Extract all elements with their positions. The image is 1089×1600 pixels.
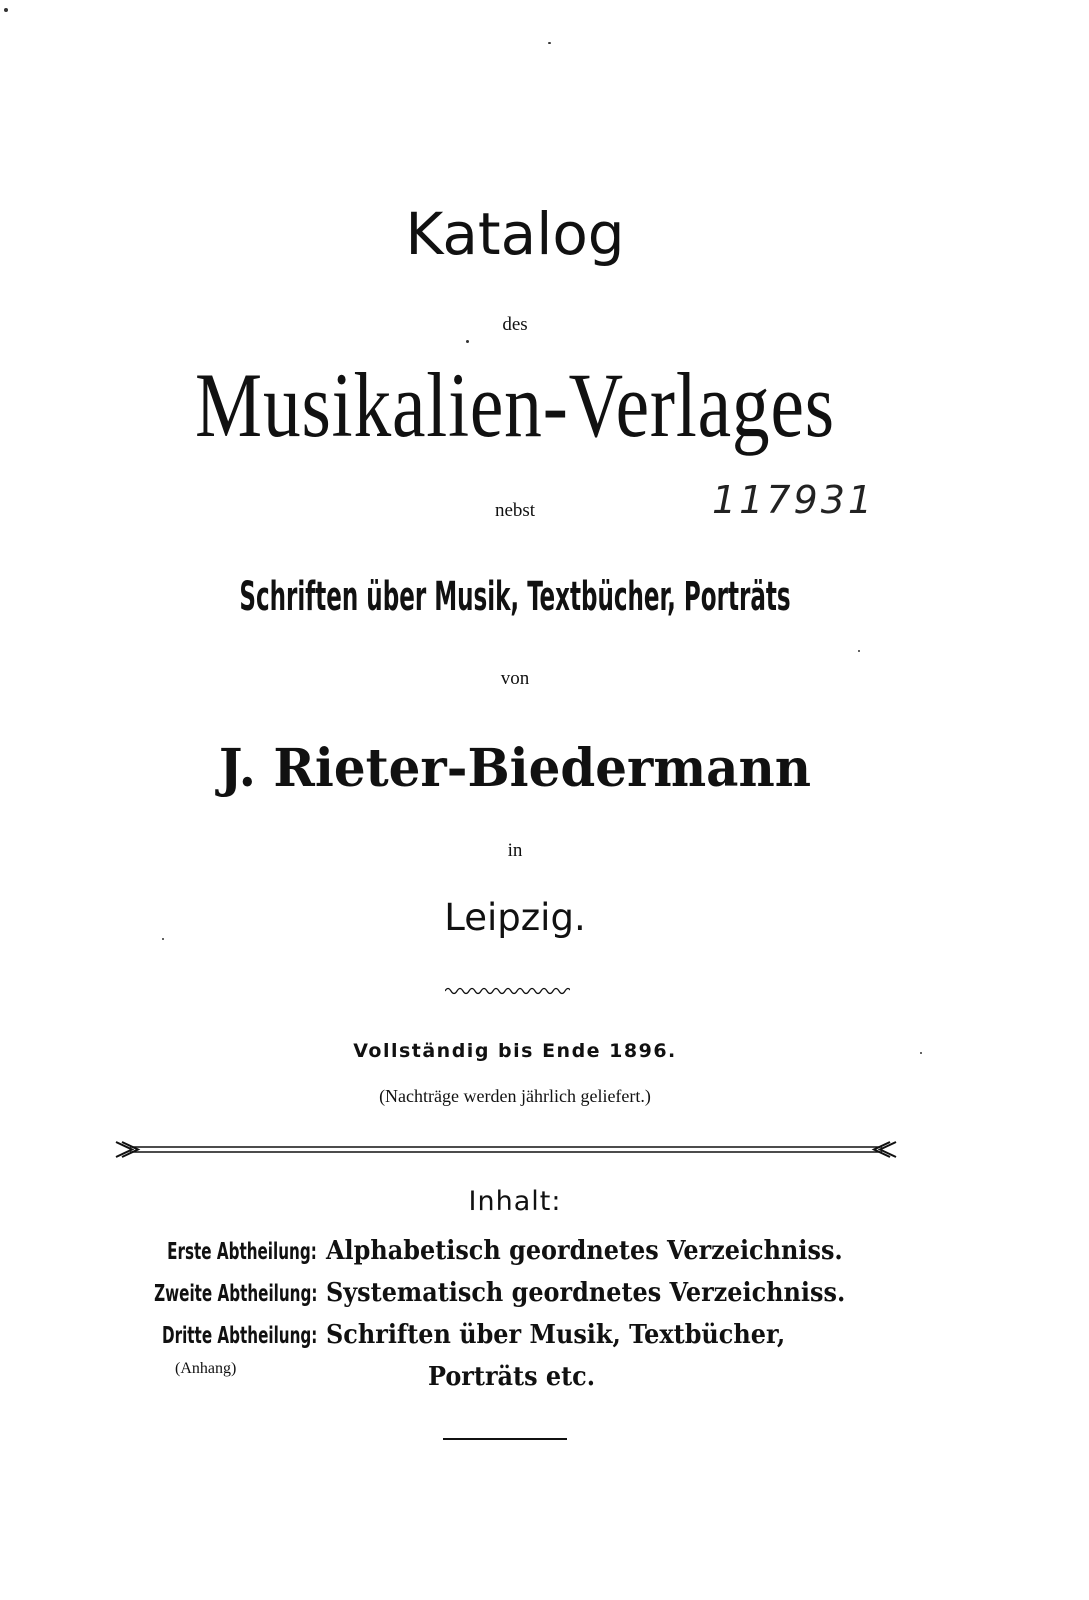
main-title: Musikalien-Verlages [195,354,835,456]
supplement-note: (Nachträge werden jährlich geliefert.) [379,1086,651,1106]
word-in: in [507,840,523,861]
city-name: Leipzig. [444,896,586,939]
scan-speck [858,650,860,652]
scan-speck [4,8,8,12]
catalog-heading: Katalog [405,200,625,268]
section-label: Erste Abtheilung: [167,1239,317,1265]
wavy-ornament [445,984,570,998]
publisher-name: J. Rieter-Biedermann [218,738,812,799]
word-nebst: nebst [494,500,536,521]
closing-rule [443,1438,567,1440]
contents-heading: Inhalt: [468,1186,562,1217]
contents-entry [0,1236,1089,1278]
contents-entry [0,1278,1089,1320]
scan-speck [920,1052,922,1054]
section-description-continued: Porträts etc. [428,1362,596,1392]
scan-speck [548,42,551,44]
section-description: Alphabetisch geordnetes Verzeichniss. [326,1236,843,1266]
contents-continuation [0,1362,1089,1404]
word-von: von [500,668,530,689]
section-label: Dritte Abtheilung: [161,1323,317,1349]
scan-speck [162,938,164,940]
handwritten-number: 117931 [712,478,876,522]
word-des: des [502,314,528,335]
section-label: Zweite Abtheilung: [153,1281,317,1307]
section-description: Schriften über Musik, Textbücher, [326,1320,786,1350]
subtitle: Schriften über Musik, Textbücher, Porträts [239,574,791,620]
completeness-note: Vollständig bis Ende 1896. [353,1040,677,1062]
section-description: Systematisch geordnetes Verzeichniss. [326,1278,846,1308]
appendix-note: (Anhang) [175,1360,237,1377]
ornamental-rule [112,1138,900,1162]
scan-speck [466,340,469,343]
contents-entry [0,1320,1089,1362]
